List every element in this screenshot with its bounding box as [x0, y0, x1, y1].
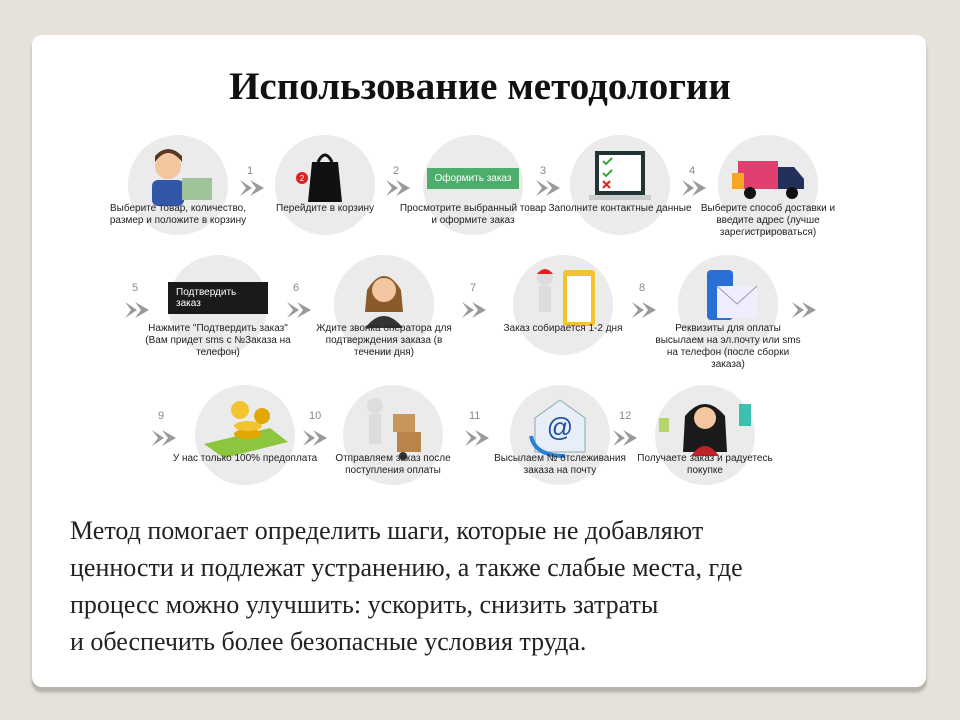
arrow-4-icon — [682, 178, 716, 198]
step-caption: Выберите товар, количество, размер и положите в корзину — [109, 203, 247, 226]
step-8 — [498, 255, 628, 375]
step-9 — [655, 255, 801, 375]
operator-icon — [334, 267, 434, 329]
step-caption: Реквизиты для оплаты высылаем на эл.почту или sms на телефон (после сборки заказа) — [655, 323, 801, 370]
order-button-image: Оформить заказ — [427, 168, 520, 189]
arrow-3-icon — [536, 178, 570, 198]
step-6 — [145, 255, 291, 375]
slide-title: Использование методологии — [229, 65, 731, 108]
step-number: 2 — [393, 165, 400, 177]
body-line: процесс можно улучшить: ускорить, снизить затраты — [70, 590, 659, 619]
shopping-bag-icon — [275, 147, 375, 209]
step-caption: У нас только 100% предоплата — [172, 453, 318, 464]
step-caption: Заказ собирается 1-2 дня — [503, 323, 623, 334]
body-line: и обеспечить более безопасные условия труда. — [70, 627, 587, 656]
step-number: 3 — [540, 165, 547, 177]
step-caption: Получаете заказ и радуетесь покупке — [637, 453, 773, 476]
arrow-11-icon — [303, 428, 337, 448]
confirm-button-image: Подтвердить заказ — [168, 282, 268, 314]
step-caption: Ждите звонка оператора для подтверждения заказа (в течении дня) — [316, 323, 452, 358]
body-line: ценности и подлежат устранению, а также слабые места, где — [70, 553, 743, 582]
step-number: 11 — [469, 410, 481, 422]
step-caption: Отправляем заказ после поступления оплаты — [335, 453, 451, 476]
step-number: 1 — [247, 165, 254, 177]
step-3 — [399, 135, 547, 255]
step-5 — [700, 135, 836, 255]
arrow-8-icon — [632, 300, 666, 320]
email-envelope-icon — [510, 397, 610, 459]
step-caption: Выберите способ доставки и введите адрес (лучше зарегистрироваться) — [700, 203, 836, 238]
step-number: 4 — [689, 165, 696, 177]
arrow-12-icon — [465, 428, 499, 448]
step-11 — [328, 385, 458, 505]
step-10 — [172, 385, 318, 505]
arrow-13-icon — [613, 428, 647, 448]
arrow-6-icon — [287, 300, 321, 320]
happy-shopper-icon — [655, 397, 755, 459]
body-line: Метод помогает определить шаги, которые не добавляют — [70, 516, 704, 545]
cart-badge: 2 — [299, 174, 305, 183]
step-caption: Заполните контактные данные — [548, 203, 692, 214]
step-number: 10 — [309, 410, 322, 422]
arrow-5-icon — [125, 300, 159, 320]
coins-card-icon — [195, 397, 295, 459]
arrow-9-icon — [792, 300, 826, 320]
step-number: 12 — [619, 410, 632, 422]
arrow-7-icon — [462, 300, 496, 320]
person-laptop-icon — [128, 147, 228, 209]
body-paragraph — [70, 512, 920, 660]
arrow-1-icon — [240, 178, 274, 198]
clipboard-checklist-icon — [513, 267, 613, 329]
step-caption: Просмотрите выбранный товар и оформите заказ — [399, 203, 547, 226]
step-caption: Перейдите в корзину — [276, 203, 374, 214]
phone-envelope-icon — [678, 267, 778, 329]
step-number: 7 — [470, 282, 477, 294]
confirm-button-icon — [168, 267, 268, 329]
step-12 — [495, 385, 625, 505]
step-13 — [637, 385, 773, 505]
step-number: 9 — [158, 410, 165, 422]
step-1 — [109, 135, 247, 255]
arrow-10-icon — [152, 428, 186, 448]
laptop-checklist-icon — [570, 147, 670, 209]
step-number: 8 — [639, 282, 646, 294]
step-caption: Высылаем № отслеживания заказа на почту — [494, 453, 626, 476]
boxes-trolley-icon — [343, 397, 443, 459]
step-4 — [548, 135, 692, 255]
step-7 — [316, 255, 452, 375]
delivery-truck-icon — [718, 147, 818, 209]
order-button-icon — [423, 147, 523, 209]
step-number: 6 — [293, 282, 300, 294]
at-symbol: @ — [546, 412, 574, 442]
step-caption: Нажмите "Подтвердить заказ" (Вам придет sms с №Заказа на телефон) — [145, 323, 291, 358]
step-number: 5 — [132, 282, 139, 294]
arrow-2-icon — [386, 178, 420, 198]
step-2 — [260, 135, 390, 255]
